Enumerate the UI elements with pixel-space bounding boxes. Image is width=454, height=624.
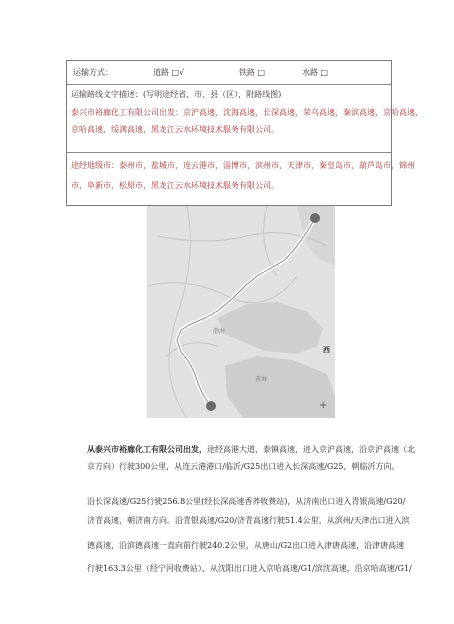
cities-row: [67, 153, 415, 207]
cities-line1: 途经地级市：泰州市，盐城市，连云港市，淄博市，滨州市，天津市，秦皇岛市，葫芦岛市，锦州: [71, 161, 415, 170]
map-label-bohai: 渤海: [213, 328, 226, 335]
paragraph-line6: 行驶163.3公里（经宁河收费站），从沈阳出口进入京哈高速/G1/滨沈高速，沿京哈高速/G1/: [87, 564, 412, 573]
route-info-table: [66, 60, 423, 206]
paragraph-line3: 沿长深高速/G25行驶256.8公里(经长深高速香荞收费站)，从济南出口进入青银高速/G20/: [87, 497, 406, 506]
map-label-huanghai: 黄海: [255, 376, 268, 383]
paragraph-line5: 德高速，沿滨德高速一直向前行驶240.2公里，从唐山/G2出口进入津唐高速，沿津唐高速: [87, 541, 405, 550]
paragraph-line1-bold: 从泰兴市裕廊化工有限公司出发，: [87, 444, 207, 454]
route-map-graphic: [147, 206, 335, 418]
paragraph-line2: 京方向）行驶300公里，从连云港港口/临沂/G25出口进入长深高速/G25，朝临沂方向。: [87, 462, 400, 471]
route-map: [147, 206, 335, 418]
route-description-header: 运输路线文字描述：(写明途经省、市、县（区），附路线图): [71, 90, 282, 99]
paragraph-line4: 济青高速，朝济南方向。沿青银高速/G20/济青高速行驶51.4公里，从滨州/天津出口进入滨: [87, 516, 410, 525]
transport-mode-row: [67, 61, 391, 85]
transport-label: 运输方式：: [73, 68, 113, 77]
transport-rail: 铁路 □: [239, 68, 266, 77]
cities-line2: 市，阜新市，松原市，黑龙江云水环境技术服务有限公司。: [71, 181, 279, 190]
map-zoom-icon[interactable]: +: [319, 400, 328, 411]
transport-road: 道路 □√: [153, 68, 185, 77]
transport-water: 水路 □: [302, 68, 329, 77]
paragraph-line1-rest: 途经高港大道，泰镇高速，进入京沪高速，沿京沪高速（北: [207, 445, 415, 454]
paragraph-line1: [87, 442, 415, 457]
route-description-line1: 泰兴市裕廊化工有限公司出发：京沪高速，沈海高速，长深高速，荣乌高速，秦滨高速，京哈高速，: [71, 108, 423, 117]
route-description-line2: 京哈高速，绥满高速，黑龙江云水环境技术服务有限公司。: [71, 125, 279, 134]
route-description-row: [67, 85, 423, 153]
map-label-west: 西: [323, 345, 330, 354]
